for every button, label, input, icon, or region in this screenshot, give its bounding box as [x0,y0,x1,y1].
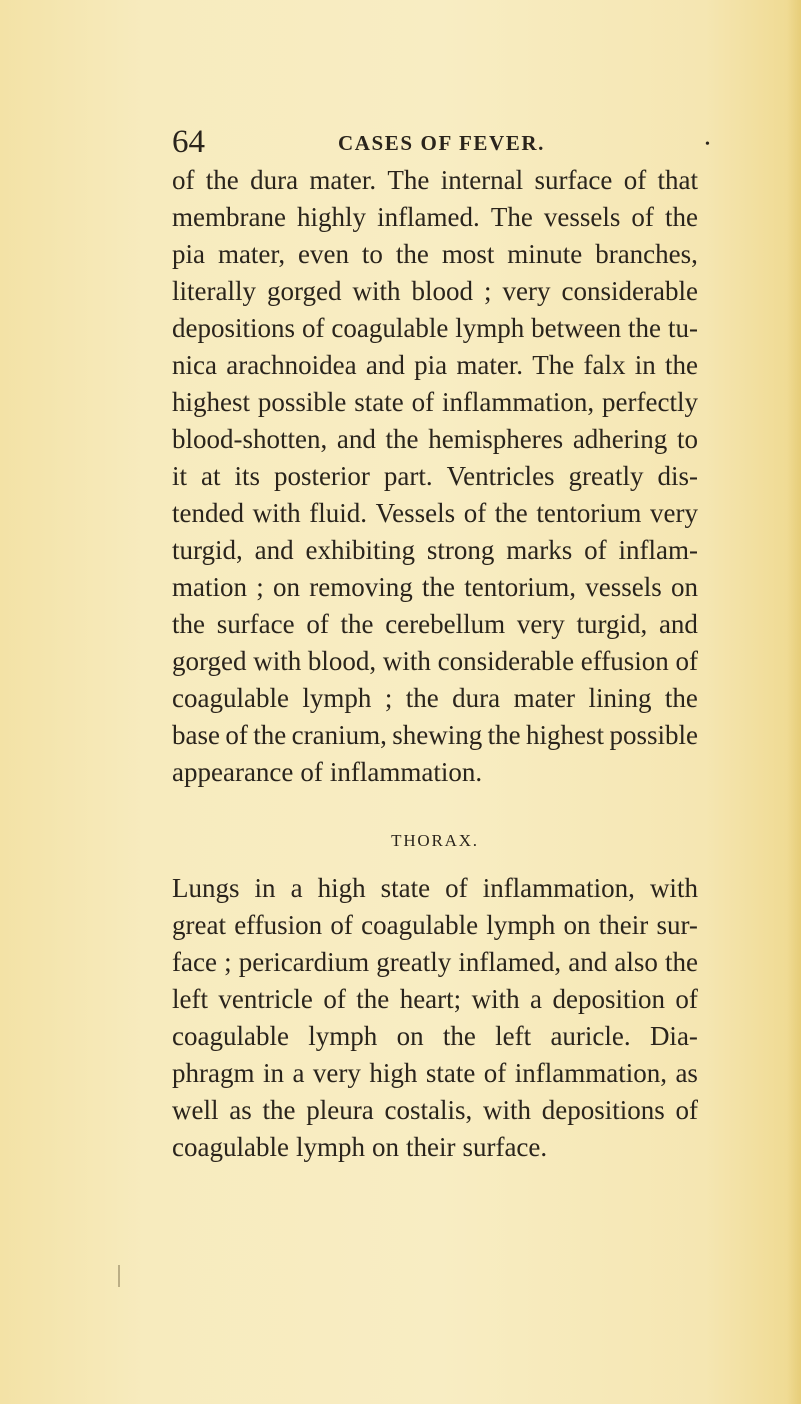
text-line: depositions of coagulable lymph between the tu- [172,313,698,343]
text-line: well as the pleura costalis, with depositions of [172,1095,698,1125]
text-line: of the dura mater. The internal surface of that [172,165,698,195]
text-line: Lungs in a high state of inflammation, with [172,873,698,903]
page-header [172,122,710,162]
text-line: membrane highly inflamed. The vessels of the [172,202,698,232]
text-line: nica arachnoidea and pia mater. The falx in the [172,350,698,380]
text-line: appearance of inflammation. [172,757,483,787]
text-line: base of the cranium, shewing the highest possible [172,720,698,750]
page-number: 64 [172,124,205,160]
text-line: the surface of the cerebellum very turgid, and [172,609,698,639]
text-line: turgid, and exhibiting strong marks of inflam- [172,535,698,565]
text-line: pia mater, even to the most minute branches, [172,239,698,269]
running-head: CASES OF FEVER. [338,131,546,155]
header-mark: • [705,137,710,152]
section-heading-thorax: THORAX. [391,831,479,850]
text-line: it at its posterior part. Ventricles greatly dis- [172,461,698,491]
text-line: coagulable lymph on their surface. [172,1132,548,1162]
text-line: gorged with blood, with considerable effusion of [172,646,698,676]
text-line: left ventricle of the heart; with a deposition of [172,984,698,1014]
text-line: mation ; on removing the tentorium, vessels on [172,572,698,602]
section-1-body [172,162,698,791]
section-2-body [172,870,698,1166]
text-line: tended with fluid. Vessels of the tentorium very [172,498,698,528]
text-line: blood-shotten, and the hemispheres adhering to [172,424,698,454]
text-line: literally gorged with blood ; very considerable [172,276,698,306]
text-line: coagulable lymph on the left auricle. Dia- [172,1021,698,1051]
text-line: highest possible state of inflammation, perfectly [172,387,698,417]
text-line: great effusion of coagulable lymph on their sur- [172,910,698,940]
margin-mark [118,1265,120,1287]
page-edge-shadow [787,0,801,1404]
text-line: coagulable lymph ; the dura mater lining the [172,683,698,713]
text-line: phragm in a very high state of inflammation, as [172,1058,698,1088]
text-line: face ; pericardium greatly inflamed, and also the [172,947,698,977]
